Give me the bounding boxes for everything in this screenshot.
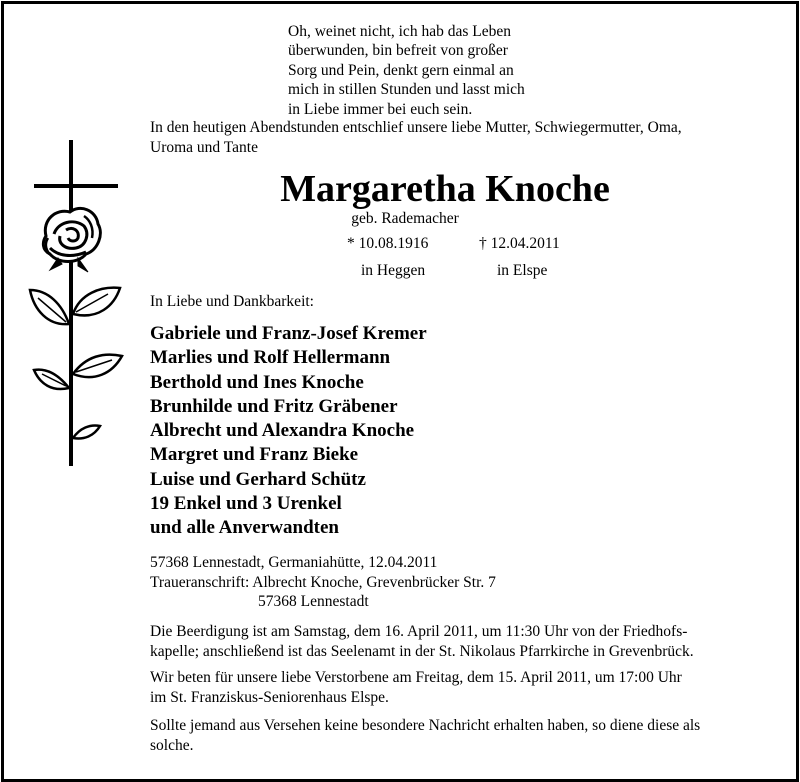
prayer-line: im St. Franziskus-Seniorenhaus Elspe. [150,688,389,706]
mourner-entry: 19 Enkel und 3 Urenkel [150,493,342,515]
prayer-info [150,668,682,707]
thanks-line: In Liebe und Dankbarkeit: [150,293,314,310]
note-line: Sollte jemand aus Versehen keine besondere Nachricht erhalten haben, so diene diese als [150,717,701,734]
intro-line: Uroma und Tante [150,138,258,156]
death-date: † 12.04.2011 [479,235,560,252]
poem-line: in Liebe immer bei euch sein. [288,100,473,118]
place-date: 57368 Lennestadt, Germaniahütte, 12.04.2011 [150,554,438,571]
mourner-entry: Berthold und Ines Knoche [150,371,364,393]
mourner-entry: und alle Anverwandten [150,517,339,539]
mourners-list [150,322,427,541]
poem [288,22,628,119]
intro-text [150,118,750,157]
mourner-entry: Marlies und Rolf Hellermann [150,347,391,369]
funeral-info [150,622,694,661]
mourner-entry: Margret und Franz Bieke [150,444,359,466]
poem-line: Oh, weinet nicht, ich hab das Leben [288,23,511,40]
mourner-entry: Gabriele und Franz-Josef Kremer [150,323,427,344]
poem-line: mich in stillen Stunden und lasst mich [288,81,525,99]
funeral-line: kapelle; anschließend ist das Seelenamt in der St. Nikolaus Pfarrkirche in Grevenbrück. [150,642,694,660]
birth-date: * 10.08.1916 [347,235,429,252]
mourner-entry: Albrecht und Alexandra Knoche [150,420,415,442]
note-line: solche. [150,736,194,754]
poem-line: Sorg und Pein, denkt gern einmal an [288,61,514,79]
intro-line: In den heutigen Abendstunden entschlief unsere liebe Mutter, Schwiegermutter, Oma, [150,119,682,136]
mourning-city: 57368 Lennestadt [258,593,369,611]
funeral-line: Die Beerdigung ist am Samstag, dem 16. April 2011, um 11:30 Uhr von der Friedhofs- [150,623,688,640]
death-place: in Elspe [497,262,548,279]
notification-note [150,716,700,755]
birth-place: in Heggen [361,262,426,279]
poem-line: überwunden, bin befreit von großer [288,42,508,60]
address-block [150,553,496,612]
mourning-address: Traueranschrift: Albrecht Knoche, Grevenbrücker Str. 7 [150,573,496,591]
mourner-entry: Brunhilde und Fritz Gräbener [150,395,398,417]
mourner-entry: Luise und Gerhard Schütz [150,468,366,490]
prayer-line: Wir beten für unsere liebe Verstorbene am Freitag, dem 15. April 2011, um 17:00 Uhr [150,669,682,686]
maiden-name: geb. Rademacher [351,210,459,227]
deceased-name: Margaretha Knoche [280,168,610,210]
